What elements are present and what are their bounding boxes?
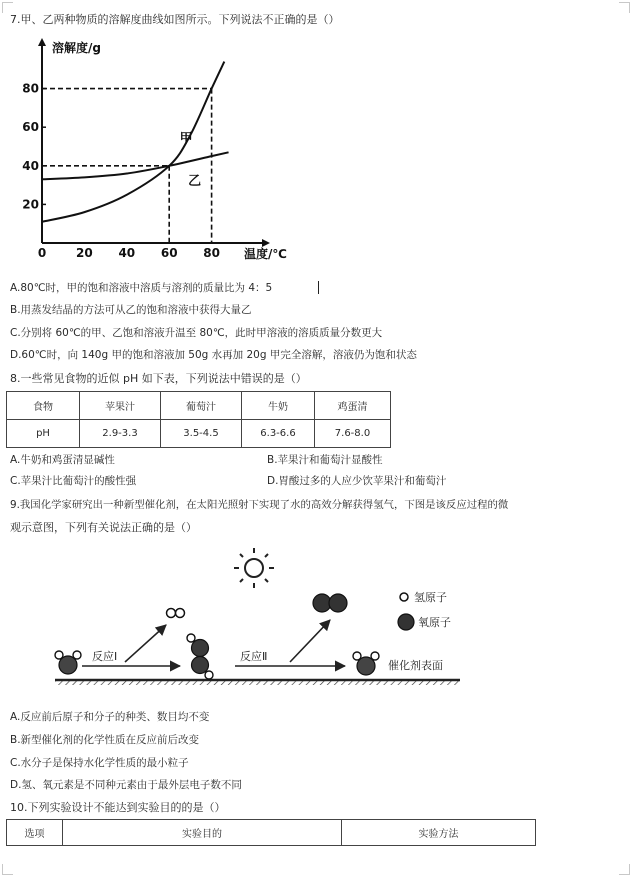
text-cursor <box>318 281 319 294</box>
table-header-cell: 葡萄汁 <box>161 392 242 420</box>
table-header-cell: 实验方法 <box>342 820 536 846</box>
y-axis-arrowhead <box>38 38 46 46</box>
legend-oxygen-label: 氧原子 <box>418 616 451 629</box>
x-axis-arrowhead <box>262 239 270 247</box>
series-label: 乙 <box>188 174 202 190</box>
y-tick-label: 40 <box>22 158 39 173</box>
q7-option-c: C.分别将 60℃的甲、乙饱和溶液升温至 80℃，此时甲溶液的溶质质量分数更大 <box>10 327 383 339</box>
crop-mark-top-right <box>619 2 630 13</box>
hydrogen-atom-legend-icon <box>400 593 408 601</box>
q7-option-a: A.80℃时，甲的饱和溶液中溶质与溶剂的质量比为 4：5 <box>10 282 273 294</box>
table-cell: pH <box>7 420 80 448</box>
sun-icon <box>234 548 274 588</box>
table-header-cell: 食物 <box>7 392 80 420</box>
q9-stem-line-2: 观示意图，下列有关说法正确的是（） <box>10 521 197 534</box>
q9-option-b: B.新型催化剂的化学性质在反应前后改变 <box>10 734 200 746</box>
table-header-cell: 鸡蛋清 <box>315 392 391 420</box>
q9-option-a: A.反应前后原子和分子的种类、数目均不变 <box>10 711 210 723</box>
oxygen-release-arrow <box>290 620 330 662</box>
y-tick-label: 80 <box>22 81 39 96</box>
crop-mark-bottom-right <box>619 864 630 875</box>
hydrogen-peroxide-molecule <box>187 634 213 679</box>
q10-stem: 10.下列实验设计不能达到实验目的的是（） <box>10 801 226 814</box>
x-tick-label: 20 <box>76 246 93 260</box>
q8-option-b: B.苹果汁和葡萄汁显酸性 <box>267 454 383 466</box>
oxygen-atom-legend-icon <box>398 614 414 630</box>
hydrogen-molecule <box>167 609 185 618</box>
ph-table-header-row <box>7 392 391 420</box>
ph-table-row <box>7 420 391 448</box>
x-tick-label: 80 <box>203 246 220 260</box>
table-cell: 6.3-6.6 <box>242 420 315 448</box>
water-molecule <box>55 651 81 674</box>
crop-mark-bottom-left <box>2 864 13 875</box>
q7-option-b: B.用蒸发结晶的方法可从乙的饱和溶液中获得大量乙 <box>10 304 252 316</box>
table-header-cell: 实验目的 <box>63 820 342 846</box>
q8-option-a: A.牛奶和鸡蛋清显碱性 <box>10 454 115 466</box>
reaction-diagram <box>0 545 632 700</box>
table-cell: 7.6-8.0 <box>315 420 391 448</box>
table-cell: 2.9-3.3 <box>80 420 161 448</box>
oxygen-molecule <box>313 594 347 612</box>
surface-hatch <box>55 681 460 685</box>
series-line-jia <box>42 62 224 222</box>
x-axis-label: 温度/℃ <box>244 247 287 261</box>
catalyst-surface-label: 催化剂表面 <box>388 659 443 672</box>
x-tick-label: 60 <box>160 246 178 260</box>
q7-stem: 7.甲、乙两种物质的溶解度曲线如图所示。下列说法不正确的是（） <box>10 13 340 26</box>
y-axis-label: 溶解度/g <box>52 41 101 55</box>
series-label: 甲 <box>179 131 193 147</box>
q8-stem: 8.一些常见食物的近似 pH 如下表，下列说法中错误的是（） <box>10 372 307 385</box>
q9-option-d: D.氢、氧元素是不同种元素由于最外层电子数不同 <box>10 779 242 791</box>
reaction-2-label: 反应Ⅱ <box>240 650 268 663</box>
hydrogen-release-arrow <box>125 625 166 662</box>
q9-option-c: C.水分子是保持水化学性质的最小粒子 <box>10 757 189 769</box>
q10-table <box>6 819 536 846</box>
reaction-1-label: 反应Ⅰ <box>92 650 118 663</box>
ph-table <box>6 391 391 448</box>
solubility-chart <box>0 36 300 268</box>
legend-hydrogen-label: 氢原子 <box>414 591 447 604</box>
q10-table-header-row <box>7 820 536 846</box>
water-molecule <box>353 652 379 675</box>
table-cell: 3.5-4.5 <box>161 420 242 448</box>
q8-option-d: D.胃酸过多的人应少饮苹果汁和葡萄汁 <box>267 475 447 487</box>
q7-option-d: D.60℃时，向 140g 甲的饱和溶液加 50g 水再加 20g 甲完全溶解，溶液仍为饱和状态 <box>10 349 417 361</box>
y-tick-label: 20 <box>22 197 39 212</box>
x-tick-label: 0 <box>37 246 47 260</box>
x-tick-label: 40 <box>118 246 136 260</box>
y-tick-label: 60 <box>22 120 39 135</box>
table-header-cell: 苹果汁 <box>80 392 161 420</box>
table-header-cell: 牛奶 <box>242 392 315 420</box>
table-header-cell: 选项 <box>7 820 63 846</box>
q9-stem-line-1: 9.我国化学家研究出一种新型催化剂，在太阳光照射下实现了水的高效分解获得氢气，下图是该反应过程的微 <box>10 499 509 511</box>
q8-option-c: C.苹果汁比葡萄汁的酸性强 <box>10 475 137 487</box>
